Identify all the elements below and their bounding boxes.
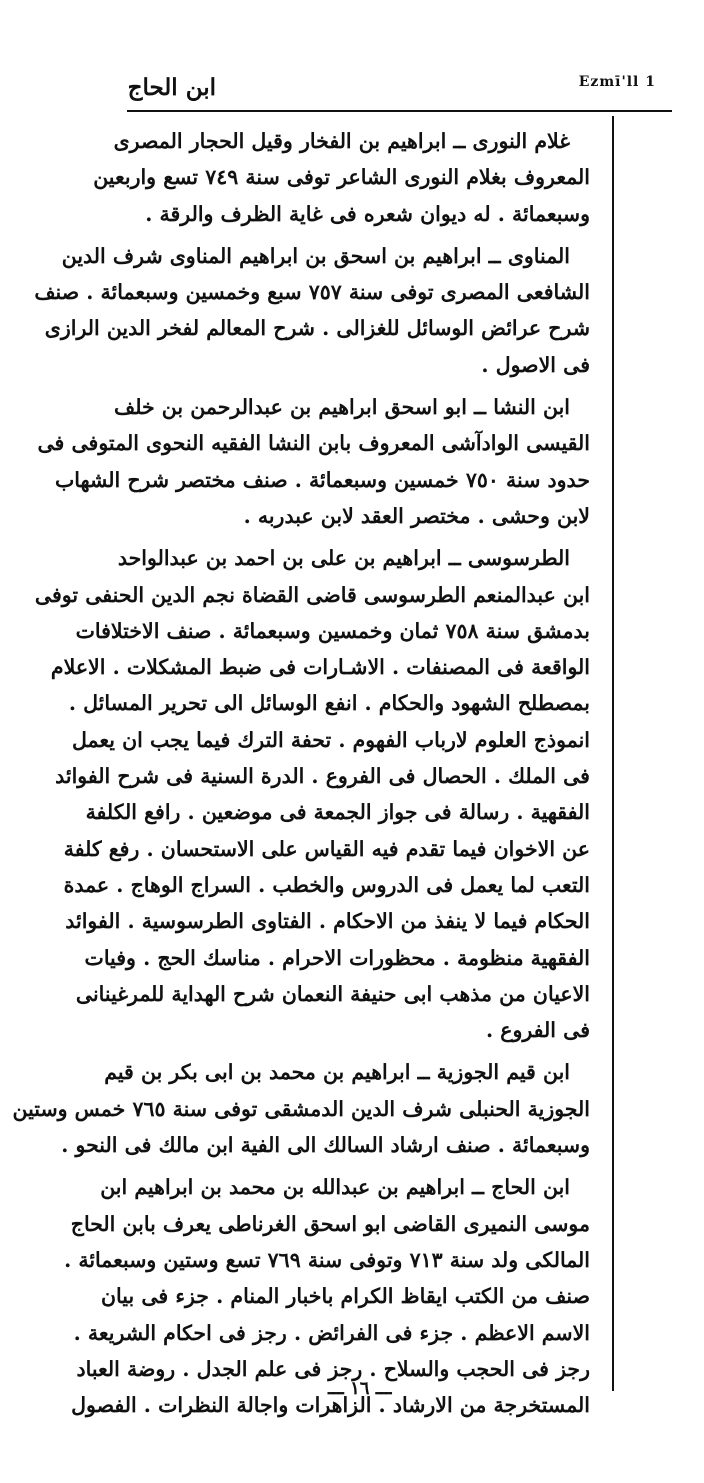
entry-text-line: بمصطلح الشهود والحكام . انفع الوسائل الى تحرير المسائل . xyxy=(68,691,590,716)
entry-text-line: المالكى ولد سنة ٧١٣ وتوفى سنة ٧٦٩ تسع وستين وسبعمائة . xyxy=(64,1247,590,1272)
entry-text-line: الواقعة فى المصنفات . الاشـارات فى ضبط المشكلات . الاعلام xyxy=(50,655,590,680)
entry-text-line: الشافعى المصرى توفى سنة ٧٥٧ سبع وخمسين وسبعمائة . صنف xyxy=(34,280,590,305)
entry-heading-line: المناوى ــ ابراهيم بن اسحق بن ابراهيم المناوى شرف الدين xyxy=(61,243,570,268)
entry-text-line: حدود سنة ٧٥٠ خمسين وسبعمائة . صنف مختصر شرح الشهاب xyxy=(54,467,590,492)
entry-heading-line: الطرسوسى ــ ابراهيم بن على بن احمد بن عبدالواحد xyxy=(117,546,570,571)
entry-text-line: الاسم الاعظم . جزء فى الفرائض . رجز فى احكام الشريعة . xyxy=(73,1320,590,1345)
biography-entry xyxy=(93,123,590,232)
entry-text-line: الفقهية . رسالة فى جواز الجمعة فى موضعين . رافع الكلفة xyxy=(85,800,590,825)
entry-text-line: بدمشق سنة ٧٥٨ ثمان وخمسين وسبعمائة . صنف الاختلافات xyxy=(75,618,590,643)
entry-heading-line: ابن الحاج ــ ابراهيم بن عبدالله بن محمد بن ابراهيم ابن xyxy=(100,1175,570,1200)
entry-text-line: عن الاخوان فيما تقدم فيه القياس على الاستحسان . رفع كلفة xyxy=(63,836,590,861)
entry-text-line: المعروف بغلام النورى الشاعر توفى سنة ٧٤٩ تسع واربعين xyxy=(93,165,590,190)
entry-text-line: القيسى الوادآشى المعروف بابن النشا الفقيه النحوى المتوفى فى xyxy=(37,431,590,456)
entry-text-line: الحكام فيما لا ينفذ من الاحكام . الفتاوى الطرسوسية . الفوائد xyxy=(65,909,590,934)
page-body xyxy=(12,123,590,1429)
entry-heading-line: غلام النورى ــ ابراهيم بن الفخار وقيل الحجار المصرى xyxy=(113,129,570,153)
entry-text-line: الفقهية منظومة . محظورات الاحرام . مناسك الحج . وفيات xyxy=(84,945,590,970)
biography-entry xyxy=(34,540,590,1048)
entry-text-line: الجوزية الحنبلى شرف الدين الدمشقى توفى سنة ٧٦٥ خمس وستين xyxy=(12,1096,590,1121)
entry-text-line: ابن عبدالمنعم الطرسوسى قاضى القضاة نجم الدين الحنفى توفى xyxy=(34,582,590,607)
header-rule xyxy=(127,110,672,112)
entry-text-line: انموذج العلوم لارباب الفهوم . تحفة الترك فيما يجب ان يعمل xyxy=(71,727,590,752)
entry-text-line: التعب لما يعمل فى الدروس والخطب . السراج الوهاج . عمدة xyxy=(63,872,590,897)
entry-text-line: وسبعمائة . صنف ارشاد السالك الى الفية ابن مالك فى النحو . xyxy=(61,1133,590,1158)
running-head-title: ابن الحاج xyxy=(127,74,216,101)
entry-text-line: فى الملك . الحصال فى الفروع . الدرة السنية فى شرح الفوائد xyxy=(55,764,590,789)
biography-entry xyxy=(34,238,590,383)
entry-text-line: المستخرجة من الارشاد . الزاهرات واجالة النظرات . الفصول xyxy=(71,1393,590,1418)
margin-rule xyxy=(612,116,614,1391)
entry-text-line: الاعيان من مذهب ابى حنيفة النعمان شرح الهداية للمرغينانى xyxy=(75,981,590,1006)
entry-text-line: فى الاصول . xyxy=(481,352,590,377)
entry-text-line: فى الفروع . xyxy=(485,1018,590,1043)
running-head-ref: Ezmī'll 1 xyxy=(578,74,656,90)
entry-heading-line: ابن قيم الجوزية ــ ابراهيم بن محمد بن ابى بكر بن قيم xyxy=(104,1060,570,1085)
entry-text-line: لابن وحشى . مختصر العقد لابن عبدربه . xyxy=(243,503,590,528)
biography-entry xyxy=(12,1054,590,1163)
entry-text-line: وسبعمائة . له ديوان شعره فى غاية الظرف والرقة . xyxy=(145,201,590,226)
entry-text-line: موسى النميرى القاضى ابو اسحق الغرناطى يعرف بابن الحاج xyxy=(70,1211,590,1236)
entry-text-line: صنف من الكتب ايقاظ الكرام باخبار المنام . جزء فى بيان xyxy=(101,1284,590,1309)
entry-text-line: شرح عرائض الوسائل للغزالى . شرح المعالم لفخر الدين الرازى xyxy=(44,316,590,341)
page-number: ـــ ١٦ ـــ xyxy=(328,1378,392,1399)
entry-text-line: رجز فى الحجب والسلاح . رجز فى علم الجدل . روضة العباد xyxy=(76,1356,590,1381)
entry-heading-line: ابن النشا ــ ابو اسحق ابراهيم بن عبدالرحمن بن خلف xyxy=(113,395,570,420)
biography-entry xyxy=(37,389,590,534)
